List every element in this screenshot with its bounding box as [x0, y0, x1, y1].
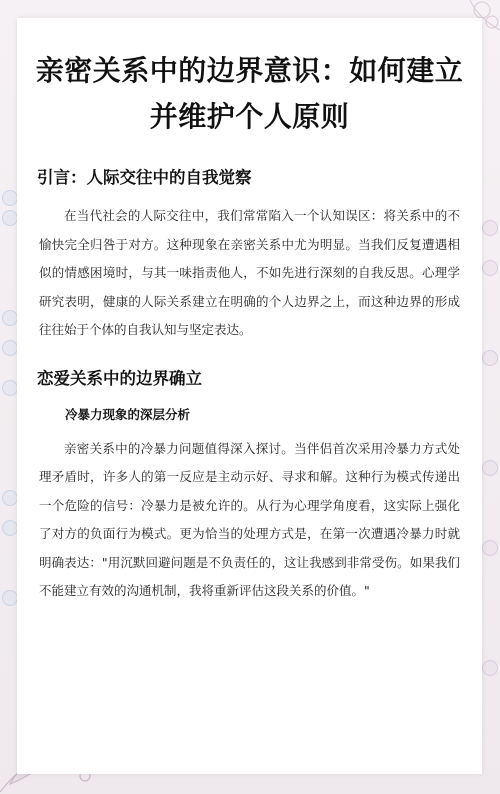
right-decorative-circles: [482, 220, 500, 680]
document-card: [17, 18, 482, 774]
document-title: 亲密关系中的边界意识：如何建立并维护个人原则: [35, 54, 464, 133]
section-heading-introduction: 引言：人际交往中的自我觉察: [37, 168, 252, 187]
section-paragraph-cold-violence: 亲密关系中的冷暴力问题值得深入探讨。当伴侣首次采用冷暴力方式处理矛盾时，许多人的第一反应是主动示好、寻求和解。这种行为模式传递出一个危险的信号：冷暴力是被允许的。从行为心理学角度看，这实际上强化了对方的负面行为模式。更为恰当的处理方式是，在第一次遭遇冷暴力时就明确表达："用沉默回避问题是不负责任的，这让我感到非常受伤。如果我们不能建立有效的沟通机制，我将重新评估这段关系的价值。": [39, 440, 460, 598]
section-heading-boundaries: 恋爱关系中的边界确立: [37, 368, 202, 388]
subsection-heading-cold-violence: 冷暴力现象的深层分析: [65, 406, 191, 422]
left-decorative-circles: [0, 190, 18, 610]
section-paragraph-introduction: 在当代社会的人际交往中，我们常常陷入一个认知误区：将关系中的不愉快完全归咎于对方。这种现象在亲密关系中尤为明显。当我们反复遭遇相似的情感困境时，与其一味指责他人，不如先进行深刻的自我反思。心理学研究表明，健康的人际关系建立在明确的个人边界之上，而这种边界的形成往往始于个体的自我认知与坚定表达。: [39, 208, 460, 337]
